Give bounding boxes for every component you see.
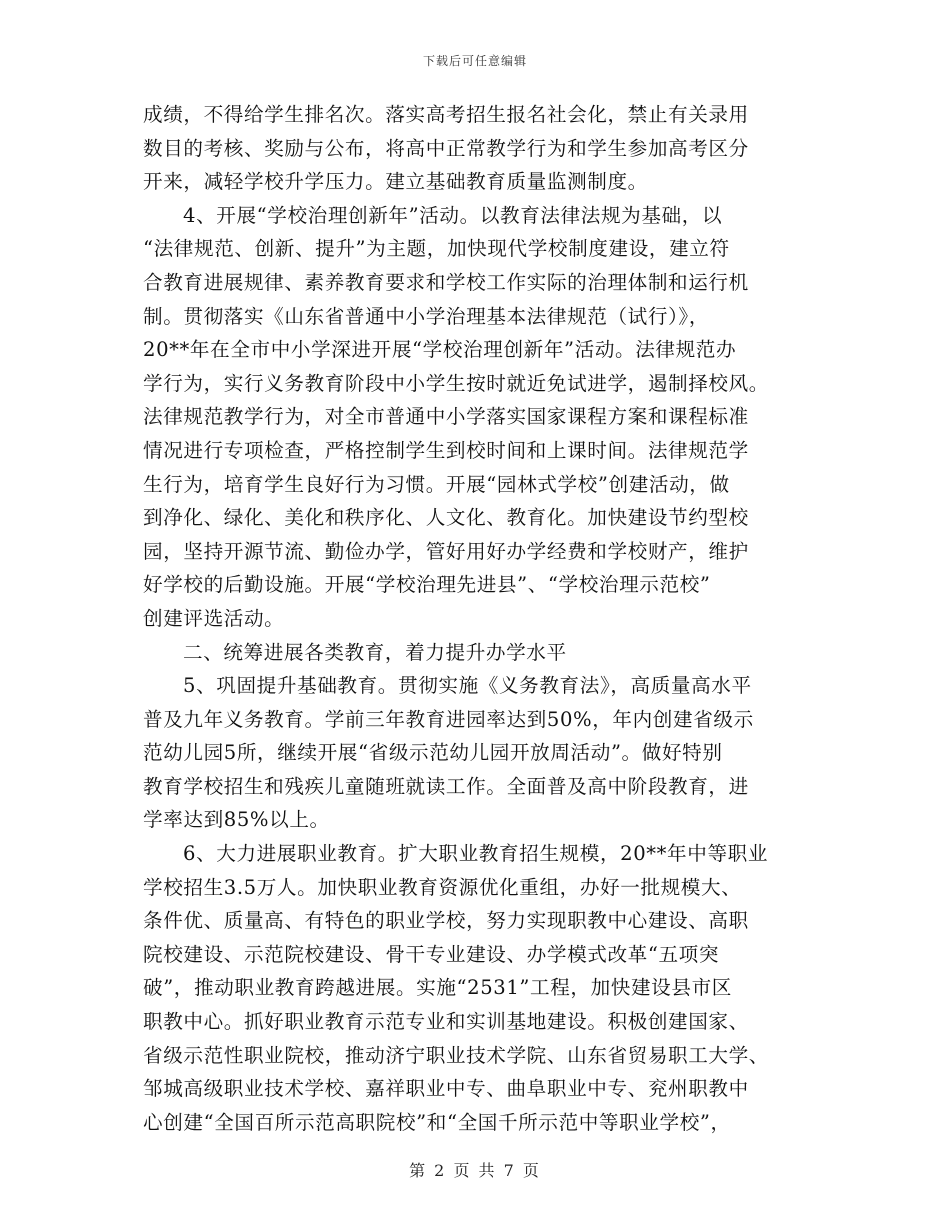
body-line: 生行为，培育学生良好行为习惯。开展“园林式学校”创建活动，做 (143, 472, 730, 496)
body-line: 学校招生3.5万人。加快职业教育资源优化重组，办好一批规模大、 (143, 875, 742, 899)
body-line: 制。贯彻落实《山东省普通中小学治理基本法律规范（试行）》， (143, 304, 710, 328)
body-line: 开来，减轻学校升学压力。建立基础教育质量监测制度。 (143, 170, 648, 194)
body-line: 数目的考核、奖励与公布，将高中正常教学行为和学生参加高考区分 (143, 136, 749, 160)
body-line: “法律规范、创新、提升”为主题，加快现代学校制度建设，建立符 (143, 237, 730, 261)
paragraph-5-start: 5、巩固提升基础教育。贯彻实施《义务教育法》，高质量高水平 (183, 674, 752, 698)
paragraph-4-start: 4、开展“学校治理创新年”活动。以教育法律法规为基础，以 (183, 203, 723, 227)
page-number: 第 2 页 共 7 页 (409, 1161, 541, 1180)
body-line: 邹城高级职业技术学校、嘉祥职业中专、曲阜职业中专、兖州职教中 (143, 1077, 749, 1101)
body-line: 职教中心。抓好职业教育示范专业和实训基地建设。积极创建国家、 (143, 1010, 749, 1034)
body-line: 省级示范性职业院校，推动济宁职业技术学院、山东省贸易职工大学、 (143, 1043, 770, 1067)
body-line: 普及九年义务教育。学前三年教育进园率达到50%，年内创建省级示 (143, 707, 754, 731)
body-line: 成绩，不得给学生排名次。落实高考招生报名社会化，禁止有关录用 (143, 103, 749, 126)
body-line: 情况进行专项检查，严格控制学生到校时间和上课时间。法律规范学 (143, 438, 749, 462)
paragraph-6-start: 6、大力进展职业教育。扩大职业教育招生规模，20**年中等职业 (183, 842, 769, 866)
body-line: 学行为，实行义务教育阶段中小学生按时就近免试进学，遏制择校风。 (143, 371, 770, 395)
body-line: 破”，推动职业教育跨越进展。实施“2531”工程，加快建设县市区 (143, 976, 732, 1000)
body-line: 园，坚持开源节流、勤俭办学，管好用好办学经费和学校财产，维护 (143, 539, 749, 563)
body-line: 合教育进展规律、素养教育要求和学校工作实际的治理体制和运行机 (143, 270, 749, 294)
body-line: 院校建设、示范院校建设、骨干专业建设、办学模式改革“五项突 (143, 942, 720, 966)
body-line: 20**年在全市中小学深进开展“学校治理创新年”活动。法律规范办 (143, 338, 737, 362)
body-line: 创建评选活动。 (143, 606, 285, 630)
body-line: 教育学校招生和残疾儿童随班就读工作。全面普及高中阶段教育，进 (143, 774, 749, 798)
body-line: 条件优、质量高、有特色的职业学校，努力实现职教中心建设、高职 (143, 909, 749, 933)
body-line: 好学校的后勤设施。开展“学校治理先进县”、“学校治理示范校” (143, 573, 711, 597)
page-header-note: 下载后可任意编辑 (422, 54, 527, 68)
document-body (143, 98, 811, 1139)
section-heading: 二、统筹进展各类教育，着力提升办学水平 (183, 640, 567, 664)
body-line: 心创建“全国百所示范高职院校”和“全国千所示范中等职业学校”， (143, 1110, 731, 1134)
body-line: 到净化、绿化、美化和秩序化、人文化、教育化。加快建设节约型校 (143, 506, 749, 530)
body-line: 范幼儿园5所，继续开展“省级示范幼儿园开放周活动”。做好特别 (143, 741, 723, 765)
body-line: 法律规范教学行为，对全市普通中小学落实国家课程方案和课程标准 (143, 405, 749, 429)
body-line: 学率达到85%以上。 (143, 808, 330, 832)
